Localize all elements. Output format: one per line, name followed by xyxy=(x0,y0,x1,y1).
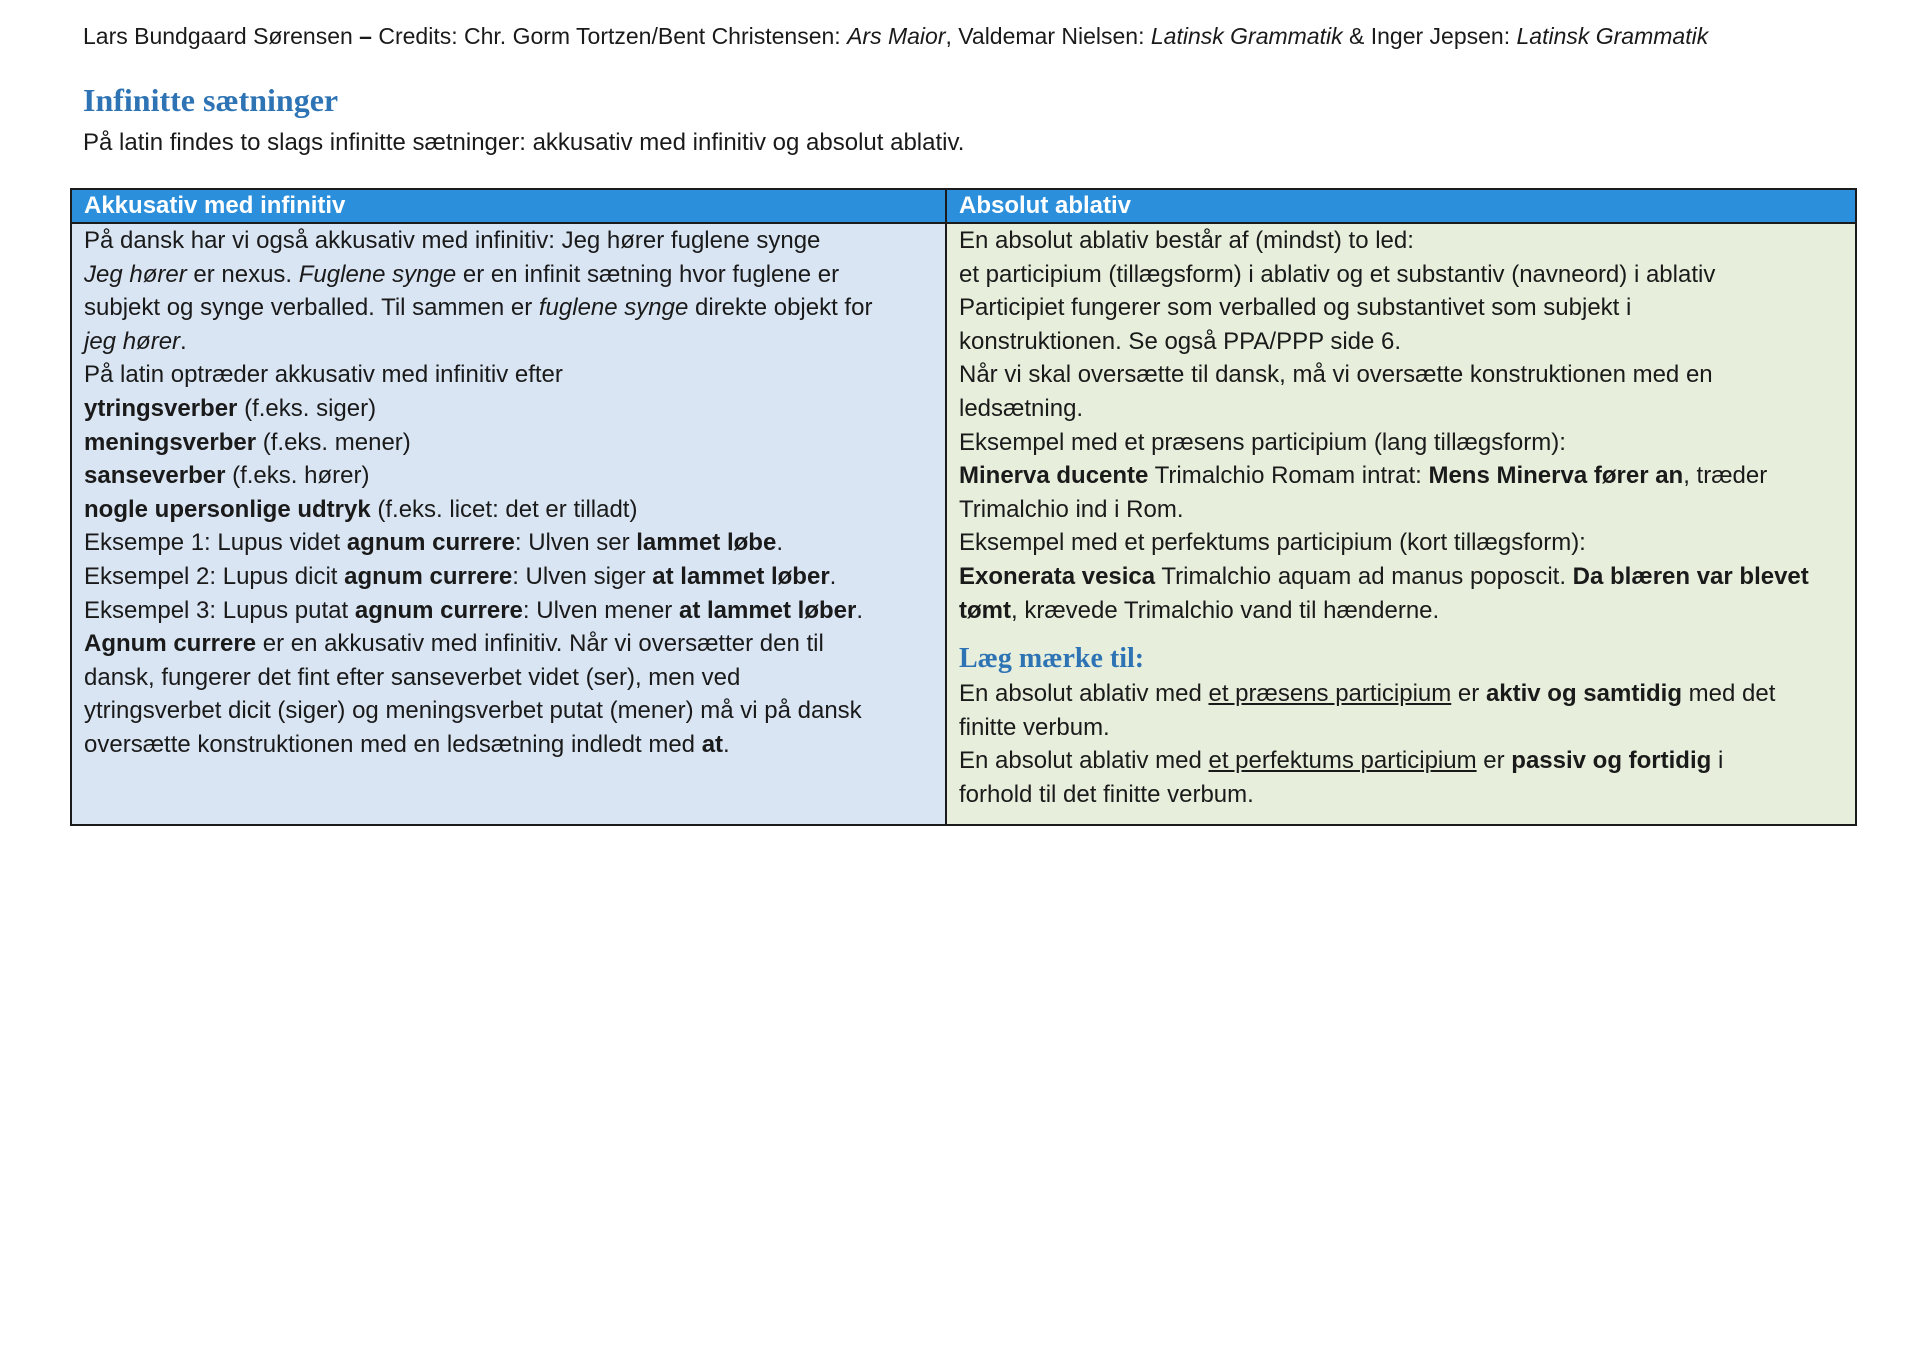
absolut-ablativ-cell xyxy=(946,223,1856,825)
example-line: Eksempel 2: Lupus dicit agnum currere: Ulven siger at lammet løber. xyxy=(84,562,837,590)
text-line: På latin optræder akkusativ med infinitiv efter xyxy=(84,361,563,389)
spacer xyxy=(959,627,1843,641)
text-line: oversætte konstruktionen med en ledsætning indledt med at. xyxy=(84,730,730,758)
text-line: dansk, fungerer det fint efter sanseverbet videt (ser), men ved xyxy=(84,663,741,691)
text-line: Trimalchio ind i Rom. xyxy=(959,495,1184,523)
text-line: ytringsverbet dicit (siger) og meningsverbet putat (mener) må vi på dansk xyxy=(84,697,862,725)
page-credits xyxy=(83,20,1863,52)
intro-text: På latin findes to slags infinitte sætninger: akkusativ med infinitiv og absolut ablativ. xyxy=(83,129,965,156)
text-line: Agnum currere er en akkusativ med infinitiv. Når vi oversætter den til xyxy=(84,630,824,658)
text-line: meningsverber (f.eks. mener) xyxy=(84,428,411,456)
akkusativ-cell xyxy=(71,223,946,825)
text-line: nogle upersonlige udtryk (f.eks. licet: det er tilladt) xyxy=(84,495,638,523)
text-line: Jeg hører er nexus. Fuglene synge er en infinit sætning hvor fuglene er xyxy=(84,260,840,288)
table-body-row xyxy=(71,223,1856,825)
text-line: En absolut ablativ består af (mindst) to led: xyxy=(959,227,1414,254)
credits-source-3: & Inger Jepsen: xyxy=(1342,23,1517,49)
credits-book-2: Latinsk Grammatik xyxy=(1150,23,1343,49)
text-line: Participiet fungerer som verballed og substantivet som subjekt i xyxy=(959,294,1632,322)
credits-separator: – xyxy=(352,23,379,49)
text-line: forhold til det finitte verbum. xyxy=(959,780,1254,808)
text-line: Eksempel med et perfektums participium (kort tillægsform): xyxy=(959,529,1586,557)
comparison-table xyxy=(70,188,1857,826)
credits-source-2: , Valdemar Nielsen: xyxy=(945,23,1151,49)
credits-source-1: Chr. Gorm Tortzen/Bent Christensen: xyxy=(457,23,848,49)
author-name: Lars Bundgaard Sørensen xyxy=(83,23,353,49)
text-line: jeg hører. xyxy=(84,327,187,355)
example-line: Eksempel 3: Lupus putat agnum currere: Ulven mener at lammet løber. xyxy=(84,596,864,624)
text-line: et participium (tillægsform) i ablativ og et substantiv (navneord) i ablativ xyxy=(959,260,1716,288)
note-subheading: Læg mærke til: xyxy=(959,643,1145,675)
example-line: Minerva ducente Trimalchio Romam intrat: Mens Minerva fører an, træder xyxy=(959,462,1768,490)
text-line: En absolut ablativ med et perfektums participium er passiv og fortidig i xyxy=(959,747,1724,775)
text-line: På dansk har vi også akkusativ med infinitiv: Jeg hører fuglene synge xyxy=(84,227,821,254)
credits-book-3: Latinsk Grammatik xyxy=(1516,23,1709,49)
text-line: ledsætning. xyxy=(959,394,1084,422)
credits-label: Credits: xyxy=(378,23,458,49)
text-line: subjekt og synge verballed. Til sammen er fuglene synge direkte objekt for xyxy=(84,294,873,322)
text-line: Når vi skal oversætte til dansk, må vi oversætte konstruktionen med en xyxy=(959,361,1713,389)
table-header-row xyxy=(71,189,1856,223)
text-line: sanseverber (f.eks. hører) xyxy=(84,462,370,490)
text-line: tømt, krævede Trimalchio vand til hænderne. xyxy=(959,596,1440,624)
text-line: Eksempel med et præsens participium (lang tillægsform): xyxy=(959,428,1566,456)
header-absolut-ablativ: Absolut ablativ xyxy=(946,189,1856,223)
example-line: Eksempe 1: Lupus videt agnum currere: Ulven ser lammet løbe. xyxy=(84,529,783,557)
text-line: finitte verbum. xyxy=(959,713,1110,741)
text-line: konstruktionen. Se også PPA/PPP side 6. xyxy=(959,327,1402,355)
example-line: Exonerata vesica Trimalchio aquam ad manus poposcit. Da blæren var blevet xyxy=(959,562,1809,590)
header-akkusativ: Akkusativ med infinitiv xyxy=(71,189,946,223)
text-line: ytringsverber (f.eks. siger) xyxy=(84,394,377,422)
page-title: Infinitte sætninger xyxy=(83,82,339,118)
credits-book-1: Ars Maior xyxy=(847,23,946,49)
text-line: En absolut ablativ med et præsens participium er aktiv og samtidig med det xyxy=(959,680,1776,708)
